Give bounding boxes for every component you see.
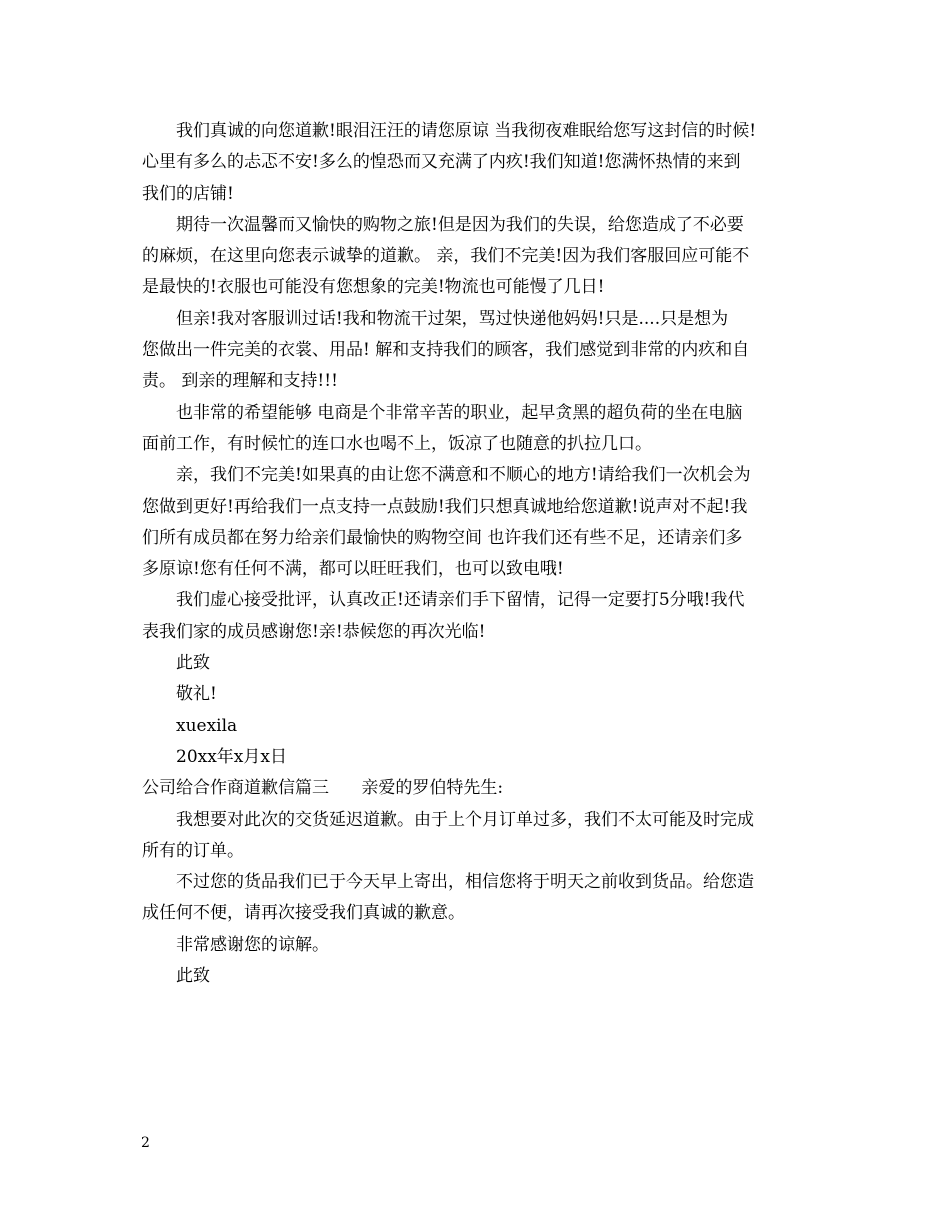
text-line: xuexila [176,715,238,736]
text-line: 多原谅!您有任何不满，都可以旺旺我们，也可以致电哦! [142,559,564,580]
text-line: 此致 [176,966,210,987]
text-line: 所有的订单。 [142,840,244,861]
text-line: 我们真诚的向您道歉!眼泪汪汪的请您原谅 当我彻夜难眠给您写这封信的时候! [176,121,757,141]
text-line: 您做到更好!再给我们一点支持一点鼓励!我们只想真诚地给您道歉!说声对不起!我 [142,496,748,517]
text-line: 我们虚心接受批评，认真改正!还请亲们手下留情，记得一定要打5分哦!我代 [176,590,745,611]
text-line: 非常感谢您的谅解。 [176,934,329,955]
letter-body [142,116,814,992]
text-line: 表我们家的成员感谢您!亲!恭候您的再次光临! [142,621,486,642]
text-line: 此致 [176,653,210,674]
text-line: 面前工作，有时候忙的连口水也喝不上，饭凉了也随意的扒拉几口。 [142,433,652,454]
text-line: 您做出一件完美的衣裳、用品! 解和支持我们的顾客，我们感觉到非常的内疚和自 [142,340,750,361]
text-line: 期待一次温馨而又愉快的购物之旅!但是因为我们的失误，给您造成了不必要 [176,214,744,235]
text-line: 亲，我们不完美!如果真的由让您不满意和不顺心的地方!请给我们一次机会为 [176,465,751,486]
text-line: 也非常的希望能够 电商是个非常辛苦的职业，起早贪黑的超负荷的坐在电脑 [176,402,743,423]
text-line: 但亲!我对客服训过话!我和物流干过架，骂过快递他妈妈!只是....只是想为 [176,308,729,329]
text-line: 责。 到亲的理解和支持!!! [142,371,338,392]
text-line: 公司给合作商道歉信篇三 亲爱的罗伯特先生: [142,778,504,799]
text-line: 敬礼! [176,684,217,705]
text-line: 成任何不便，请再次接受我们真诚的歉意。 [142,903,465,924]
text-line: 20xx年x月x日 [176,746,287,767]
text-line: 们所有成员都在努力给亲们最愉快的购物空间 也许我们还有些不足，还请亲们多 [142,527,743,548]
text-line: 我想要对此次的交货延迟道歉。由于上个月订单过多，我们不太可能及时完成 [176,809,754,830]
text-line: 不过您的货品我们已于今天早上寄出，相信您将于明天之前收到货品。给您造 [176,872,754,893]
text-line: 心里有多么的忐忑不安!多么的惶恐而又充满了内疚!我们知道!您满怀热情的来到 [142,152,741,173]
text-line: 我们的店铺! [142,183,234,204]
text-line: 的麻烦，在这里向您表示诚挚的道歉。 亲，我们不完美!因为我们客服回应可能不 [142,246,750,267]
page-number: 2 [141,1135,150,1151]
text-line: 是最快的!衣服也可能没有您想象的完美!物流也可能慢了几日! [142,277,605,298]
